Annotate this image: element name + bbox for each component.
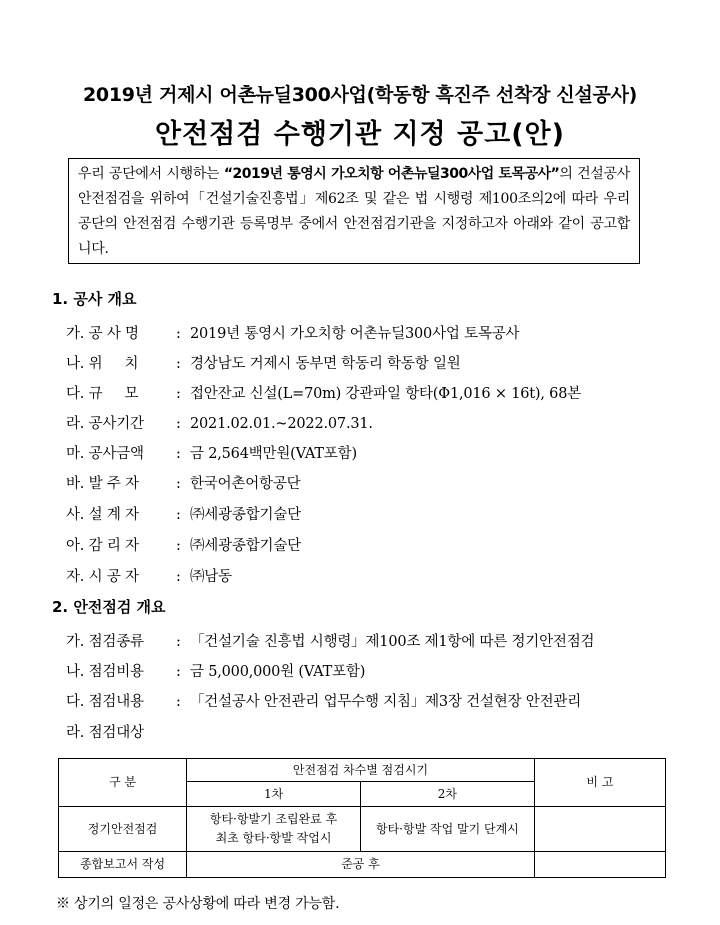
item-key: 마. 공사금액	[66, 446, 144, 462]
inspection-item	[66, 721, 176, 742]
item-value: 금 5,000,000원 (VAT포함)	[190, 664, 366, 680]
project-item	[66, 382, 581, 403]
item-key: 가. 점검종류	[66, 634, 144, 650]
project-item	[66, 442, 357, 463]
inspection-item	[66, 630, 594, 651]
intro-text-pre: 우리 공단에서 시행하는	[78, 166, 224, 182]
document-title-line1: 2019년 거제시 어촌뉴딜300사업(학동항 흑진주 선착장 신설공사)	[82, 84, 638, 106]
cell-report-timing: 준공 후	[187, 852, 535, 878]
inspection-item	[66, 660, 365, 681]
item-key: 가. 공 사 명	[66, 326, 139, 342]
inspection-item	[66, 690, 581, 711]
item-value: 2021.02.01.~2022.07.31.	[190, 416, 373, 432]
project-item	[66, 352, 461, 373]
item-key: 자. 시 공 자	[66, 569, 139, 585]
item-colon: :	[176, 446, 181, 462]
item-key: 다. 점검내용	[66, 694, 144, 710]
item-colon: :	[176, 326, 181, 342]
item-key: 라. 공사기간	[66, 416, 144, 432]
item-colon: :	[176, 416, 181, 432]
item-colon: :	[176, 356, 181, 372]
item-value: 2019년 통영시 가오치항 어촌뉴딜300사업 토목공사	[190, 326, 520, 342]
item-value: ㈜남동	[190, 569, 232, 585]
inspection-schedule-table	[58, 758, 666, 878]
item-value: 「건설공사 안전관리 업무수행 지침」제3장 건설현장 안전관리	[190, 694, 582, 710]
item-value: 접안잔교 신설(L=70m) 강관파일 항타(Φ1,016 × 16t), 68본	[190, 386, 582, 402]
item-key: 다. 규 모	[66, 386, 139, 402]
item-colon: :	[176, 476, 181, 492]
header-timing: 안전점검 차수별 점검시기	[187, 759, 535, 782]
project-item	[66, 503, 301, 524]
project-item	[66, 322, 519, 343]
item-key: 나. 점검비용	[66, 664, 144, 680]
item-colon: :	[176, 694, 181, 710]
item-colon: :	[176, 634, 181, 650]
cell-first-inspection	[187, 807, 361, 852]
row-label-regular: 정기안전점검	[59, 807, 187, 852]
intro-box	[68, 158, 640, 264]
project-item	[66, 534, 301, 555]
document-title-line2: 안전점검 수행기관 지정 공고(안)	[155, 119, 565, 150]
cell-first-line1: 항타·항발기 조립완료 후	[209, 812, 338, 826]
item-key: 사. 설 계 자	[66, 507, 139, 523]
cell-remarks-regular	[534, 807, 665, 852]
intro-project-name: “2019년 통영시 가오치항 어촌뉴딜300사업 토목공사”	[223, 166, 560, 182]
item-colon: :	[176, 664, 181, 680]
row-label-report: 종합보고서 작성	[59, 852, 187, 878]
project-item	[66, 412, 373, 433]
item-key: 나. 위 치	[66, 356, 139, 372]
header-first: 1차	[187, 782, 361, 807]
item-colon: :	[176, 538, 181, 554]
project-item	[66, 565, 232, 586]
item-key: 바. 발 주 자	[66, 476, 139, 492]
item-key: 아. 감 리 자	[66, 538, 139, 554]
item-key: 라. 점검대상	[66, 725, 144, 741]
project-item	[66, 472, 300, 493]
item-value: 금 2,564백만원(VAT포함)	[190, 446, 357, 462]
header-category: 구 분	[59, 759, 187, 807]
cell-second-inspection: 항타·항발 작업 말기 단계시	[360, 807, 534, 852]
cell-remarks-report	[534, 852, 665, 878]
item-value: 경상남도 거제시 동부면 학동리 학동항 일원	[190, 356, 461, 372]
item-value: 한국어촌어항공단	[190, 476, 301, 492]
header-remarks: 비 고	[534, 759, 665, 807]
footnote: ※ 상기의 일정은 공사상황에 따라 변경 가능함.	[56, 896, 340, 912]
item-colon: :	[176, 569, 181, 585]
item-colon: :	[176, 507, 181, 523]
item-colon: :	[176, 386, 181, 402]
section-1-heading: 1. 공사 개요	[52, 290, 137, 308]
item-value: ㈜세광종합기술단	[190, 538, 301, 554]
cell-first-line2: 최초 항타·항발 작업시	[215, 831, 332, 845]
section-2-heading: 2. 안전점검 개요	[52, 598, 166, 616]
intro-text-post: 의 건설공사 안전점검을 위하여「건설기술진흥법」제62조 및 같은 법 시행령 제100조의2에 따라 우리 공단의 안전점검 수행기관 등록명부 중에서 안전점검기관을 지정하고자 아래와 같이 공고합니다.	[78, 166, 630, 257]
item-value: ㈜세광종합기술단	[190, 507, 301, 523]
item-value: 「건설기술 진흥법 시행령」제100조 제1항에 따른 정기안전점검	[190, 634, 595, 650]
header-second: 2차	[360, 782, 534, 807]
